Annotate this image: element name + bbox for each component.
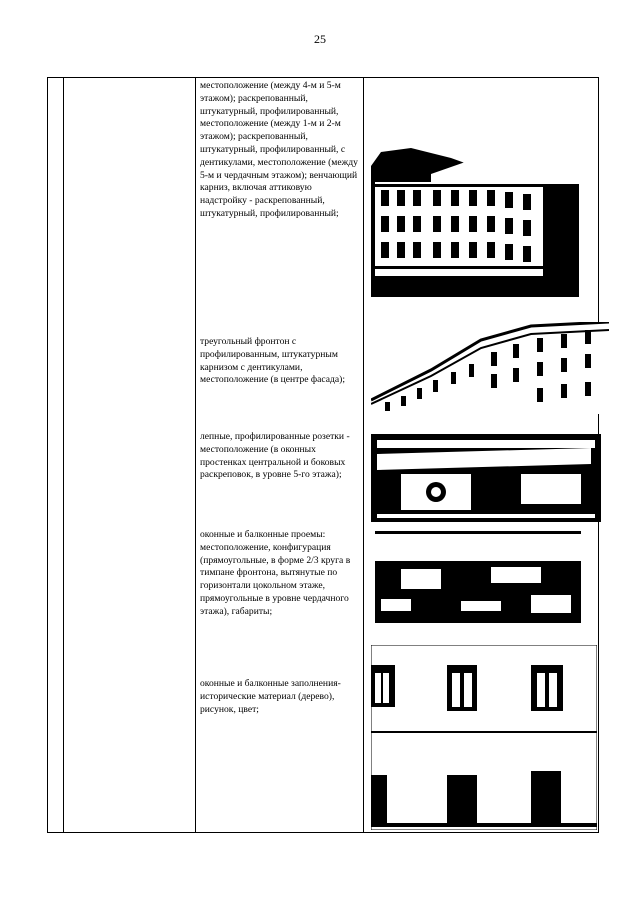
rosette-photo xyxy=(371,434,601,522)
table-column-divider xyxy=(195,77,196,833)
table-border-left xyxy=(47,77,48,833)
pediment-description: треугольный фронтон с профилированным, штукатурным карнизом с дентикулами, местоположение (в центре фасада); xyxy=(200,336,346,386)
rosettes-description: лепные, профилированные розетки - местоположение (в оконных простенках центральной и боковых раскреповок, в уровне 5-го этажа); xyxy=(200,431,350,481)
table-column-divider xyxy=(63,77,64,833)
table-border-top xyxy=(47,77,599,78)
window-openings-photo xyxy=(371,529,581,629)
pediment-photo xyxy=(371,322,609,414)
table-border-bottom xyxy=(47,832,599,833)
page-number: 25 xyxy=(314,32,326,46)
table-column-divider xyxy=(363,77,364,833)
openings-description: оконные и балконные проемы: местоположение, конфигурация (прямоугольные, в форме 2/3 круга в тимпане фронтона, вытянутые по горизонтали цокольном этаже, прямоугольные в уровне чердачного этажа), габариты; xyxy=(200,529,351,617)
window-fillings-photo xyxy=(371,645,597,830)
cornice-description: местоположение (между 4-м и 5-м этажом); раскрепованный, штукатурный, профилированный, местоположение (между 1-м и 2-м этажом); раскрепованный, штукатурный, профилированный, с дентикулами, местоположение (между 5-м и чердачным этажом); венчающий карниз, включая аттиковую надстройку - раскрепованный, штукатурный, профилированный; xyxy=(200,80,358,219)
document-table xyxy=(47,77,599,833)
window-fillings-description: оконные и балконные заполнения- исторические материал (дерево), рисунок, цвет; xyxy=(200,678,341,715)
facade-cornice-photo xyxy=(371,146,579,297)
